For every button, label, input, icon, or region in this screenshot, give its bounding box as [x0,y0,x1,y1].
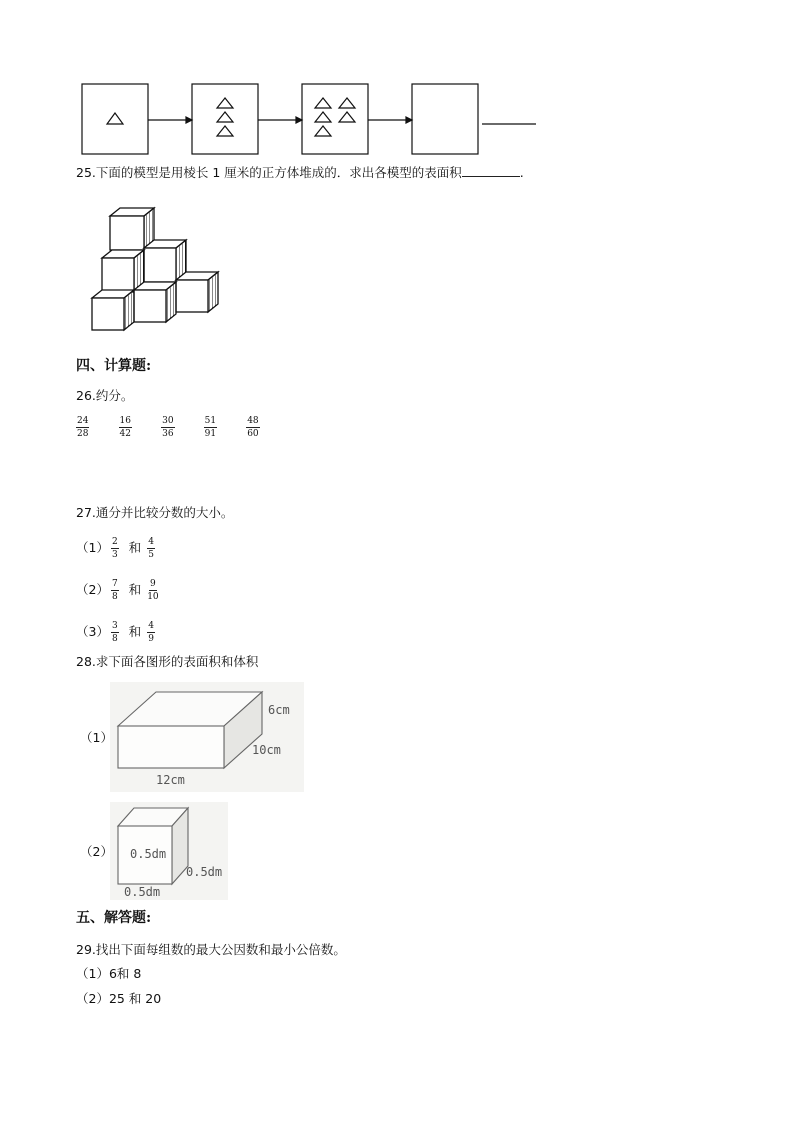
front-label: 0.5dm [130,847,167,861]
triangle-icon [217,98,233,108]
triangle-icon [315,112,331,122]
section-5-title: 五、解答题: [76,910,152,926]
question-28: 28.求下面各图形的表面积和体积 [76,654,259,669]
pattern-box-2 [192,84,258,154]
pattern-box-3 [302,84,368,154]
q29-item-2: （2）25 和 20 [76,991,162,1006]
length-label: 12cm [156,773,185,787]
cube-stack-figure [86,204,226,334]
pattern-box-4-empty [412,84,478,154]
pattern-box-1 [82,84,148,154]
side-label: 0.5dm [186,865,223,879]
height-label: 6cm [268,703,290,717]
bottom-label: 0.5dm [124,885,161,899]
width-label: 10cm [252,743,281,757]
pattern-sequence-figure [76,78,546,160]
triangle-icon [339,112,355,122]
fraction: $\frac{51}{91}$ [204,416,217,439]
q27-item-3: （3） $\frac{3}{8}$ 和 $\frac{4}{9}$ [76,621,154,644]
fraction: $\frac{24}{28}$ [77,416,89,439]
triangle-icon [217,126,233,136]
cuboid-figure [110,682,304,792]
triangle-icon [315,126,331,136]
answer-blank[interactable] [462,164,520,177]
triangle-icon [107,113,123,124]
q28-fig2-label: （2） [80,844,113,859]
q26-fraction-row [74,416,262,439]
cube-figure [110,802,228,900]
fraction: $\frac{30}{36}$ [162,416,174,439]
question-26: 26.约分。 [76,388,134,403]
triangle-icon [315,98,331,108]
question-27: 27.通分并比较分数的大小。 [76,505,234,520]
fraction: $\frac{48}{60}$ [247,416,259,439]
q28-fig1-label: （1） [80,730,113,745]
q29-item-1: （1）6和 8 [76,966,142,981]
q27-item-1: （1） $\frac{2}{3}$ 和 $\frac{4}{5}$ [76,537,154,560]
question-25: 25.下面的模型是用棱长 1 厘米的正方体堆成的．求出各模型的表面积 . [76,165,524,180]
question-29: 29.找出下面每组数的最大公因数和最小公倍数。 [76,942,346,957]
triangle-icon [217,112,233,122]
q27-item-2: （2） $\frac{7}{8}$ 和 $\frac{9}{10}$ [76,579,159,602]
fraction: $\frac{16}{42}$ [119,416,131,439]
section-4-title: 四、计算题: [76,358,152,374]
triangle-icon [339,98,355,108]
